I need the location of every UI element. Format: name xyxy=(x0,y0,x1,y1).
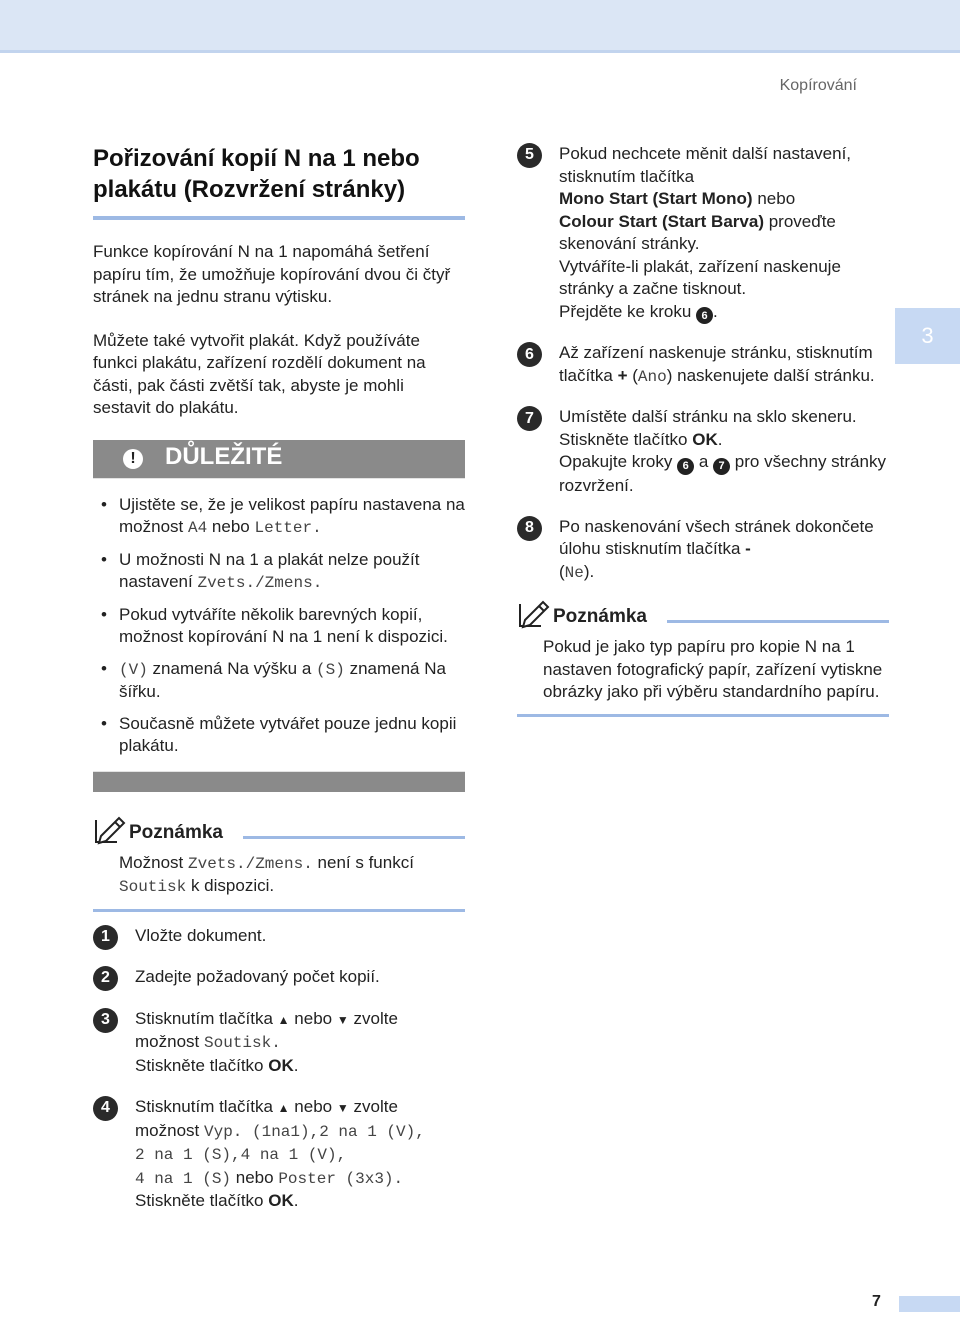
note-header xyxy=(93,814,465,848)
step-ref: 6 xyxy=(677,458,694,475)
step-6: 6 Až zařízení naskenuje stránku, stisknutím tlačítka + (Ano) naskenujete další stránku. xyxy=(517,342,889,388)
page-number: 7 xyxy=(872,1293,881,1310)
poster-paragraph: Můžete také vytvořit plakát. Když používáte funkci plakátu, zařízení rozdělí dokument na části, pak části zvětší tak, abyste je mohli sestavit do plakátu. xyxy=(93,330,426,417)
intro-paragraph: Funkce kopírování N na 1 napomáhá šetření papíru tím, že umožňuje kopírování dvou či čtyř stránek na jednu stranu výtisku. xyxy=(93,242,451,306)
step-8: 8 Po naskenování všech stránek dokončete úlohu stisknutím tlačítka - (Ne). xyxy=(517,516,889,585)
important-title: DŮLEŽITÉ xyxy=(165,442,283,470)
chapter-tab: 3 xyxy=(895,308,960,364)
step-number: 2 xyxy=(93,966,118,991)
step-7: 7 Umístěte další stránku na sklo skeneru. Stiskněte tlačítko OK. Opakujte kroky 6 a 7 pro všechny stránky rozvržení. xyxy=(517,406,889,497)
important-header xyxy=(93,440,465,478)
important-box xyxy=(93,440,465,792)
note-rule xyxy=(667,620,889,623)
note-box xyxy=(93,814,465,912)
step-number: 8 xyxy=(517,516,542,541)
step-1: 1 Vložte dokument. xyxy=(93,925,465,948)
note-box xyxy=(517,598,889,717)
step-number: 6 xyxy=(517,342,542,367)
note-body: Možnost Zvets./Zmens. není s funkcí Soutisk k dispozici. xyxy=(119,852,414,896)
step-4: 4 Stisknutím tlačítka ▲ nebo ▼ zvolte možnost Vyp. (1na1),2 na 1 (V), 2 na 1 (S),4 na 1 (V), 4 na 1 (S) nebo Poster (3x3). Stiskněte tlačítko OK. xyxy=(93,1096,465,1213)
step-number: 7 xyxy=(517,406,542,431)
note-pencil-icon xyxy=(517,598,551,630)
right-column xyxy=(517,143,889,717)
step-3: 3 Stisknutím tlačítka ▲ nebo ▼ zvolte možnost Soutisk. Stiskněte tlačítko OK. xyxy=(93,1008,465,1078)
header-rule xyxy=(0,50,960,53)
step-number: 1 xyxy=(93,925,118,950)
exclamation-icon: ! xyxy=(123,449,143,469)
title-rule xyxy=(93,216,465,220)
down-arrow-icon: ▼ xyxy=(336,1012,349,1027)
important-footer xyxy=(93,772,465,792)
title-line-2: plakátu (Rozvržení stránky) xyxy=(93,176,406,203)
code-a4: A4 xyxy=(187,519,208,537)
up-arrow-icon: ▲ xyxy=(277,1012,290,1027)
note-bottom-rule xyxy=(517,714,889,717)
footer-bar xyxy=(899,1296,960,1312)
code-zvets: Zvets./Zmens. xyxy=(197,574,323,592)
important-item: • Ujistěte se, že je velikost papíru nastavena na možnost A4 nebo Letter. xyxy=(93,494,465,540)
note-title: Poznámka xyxy=(553,606,647,627)
step-ref: 6 xyxy=(696,307,713,324)
header-band xyxy=(0,0,960,50)
code-letter: Letter xyxy=(254,519,313,537)
down-arrow-icon: ▼ xyxy=(336,1101,349,1115)
step-number: 3 xyxy=(93,1008,118,1033)
running-header: Kopírování xyxy=(779,77,857,94)
up-arrow-icon: ▲ xyxy=(277,1101,290,1115)
important-item: • (V) znamená Na výšku a (S) znamená Na šířku. xyxy=(93,658,465,704)
step-2: 2 Zadejte požadovaný počet kopií. xyxy=(93,966,465,989)
important-item: • Pokud vytváříte několik barevných kopií, možnost kopírování N na 1 není k dispozici. xyxy=(93,604,465,649)
important-body xyxy=(93,478,465,772)
left-column xyxy=(93,143,465,1213)
important-list xyxy=(93,494,465,758)
title-line-1: Pořizování kopií N na 1 nebo xyxy=(93,145,420,172)
note-title: Poznámka xyxy=(129,821,223,843)
important-item: • Současně můžete vytvářet pouze jednu kopii plakátu. xyxy=(93,713,465,758)
step-number: 5 xyxy=(517,143,542,168)
page-title xyxy=(93,143,465,205)
step-number: 4 xyxy=(93,1096,118,1121)
note-rule xyxy=(243,836,465,839)
step-ref: 7 xyxy=(713,458,730,475)
step-5: 5 Pokud nechcete měnit další nastavení, stisknutím tlačítka Mono Start (Start Mono) nebo Colour Start (Start Barva) proveďte skenování stránky. Vytváříte-li plakát, zařízení naskenuje stránky a začne tisknout. Přejděte ke kroku 6 . xyxy=(517,143,889,324)
note-header xyxy=(517,598,889,632)
note-body: Pokud je jako typ papíru pro kopie N na 1 nastaven fotografický papír, zařízení vytiskne obrázky jako při výběru standardního papíru. xyxy=(543,637,883,701)
important-item: • U možnosti N na 1 a plakát nelze použít nastavení Zvets./Zmens. xyxy=(93,549,465,595)
note-pencil-icon xyxy=(93,814,127,846)
note-bottom-rule xyxy=(93,909,465,912)
